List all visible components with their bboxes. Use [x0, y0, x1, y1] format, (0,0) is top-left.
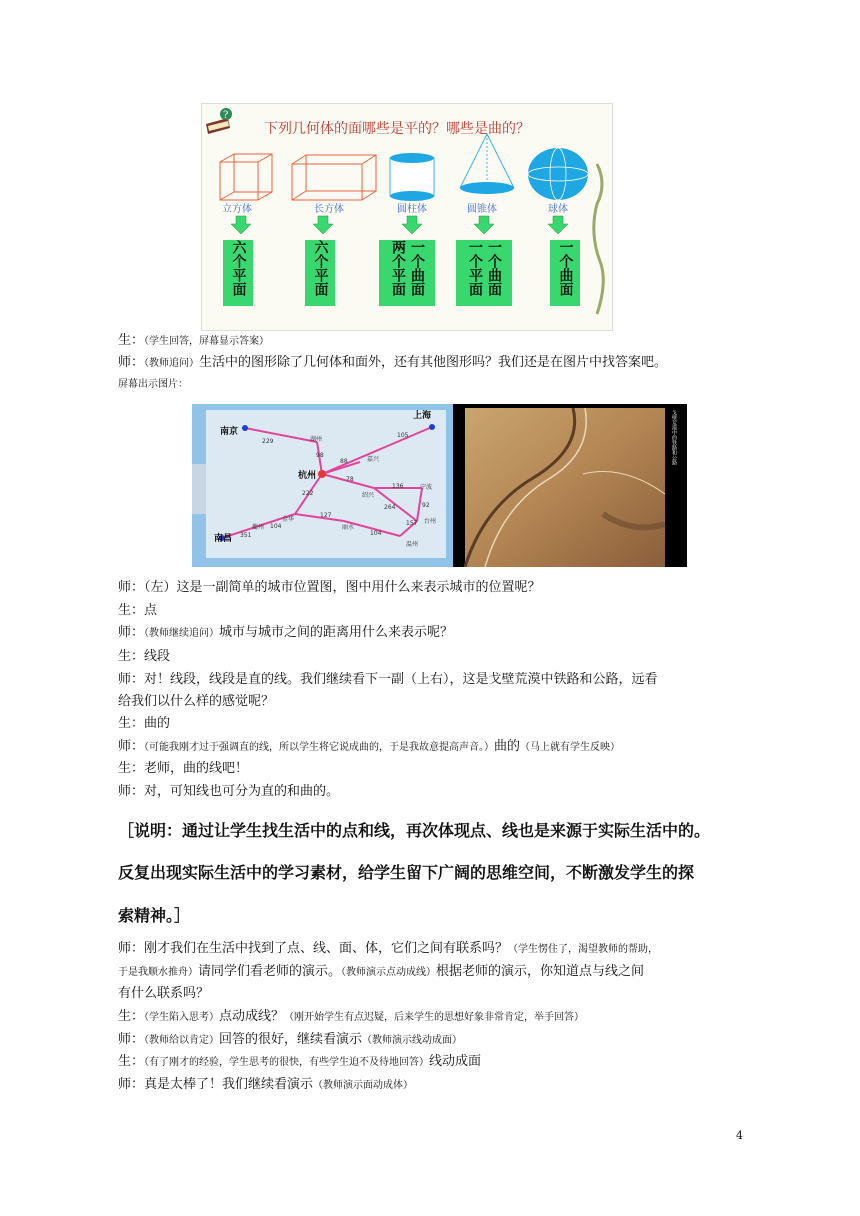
svg-text:?: ? [223, 110, 229, 121]
town-label: 湖州 [310, 436, 323, 443]
dialogue-line: 师：（教师给以肯定）回答的很好，继续看演示（教师演示线动成面） [118, 1032, 463, 1047]
city-map-figure [192, 404, 453, 567]
geometry-shapes-figure [201, 103, 613, 331]
city-label: 南昌 [214, 534, 233, 544]
dialogue-line: 生：（有了刚才的经验，学生思考的很快，有些学生迫不及待地回答）线动成面 [118, 1054, 482, 1069]
distance-label: 104 [270, 523, 282, 530]
distance-label: 127 [320, 512, 332, 519]
distance-label: 92 [422, 502, 430, 509]
distance-label: 264 [384, 504, 396, 511]
dialogue-line: 师：对！线段，线段是直的线。我们继续看下一副（上右），这是戈壁荒漠中铁路和公路，远看 [118, 672, 658, 687]
town-label: 金华 [282, 516, 295, 523]
dialogue-line: 给我们以什么样的感觉呢？ [118, 694, 275, 709]
cube-shape [220, 154, 272, 200]
sphere-shape [528, 148, 588, 200]
town-label: 宁波 [420, 484, 433, 491]
cuboid-shape [292, 155, 376, 200]
desert-drawing [453, 404, 687, 567]
distance-label: 88 [340, 458, 348, 465]
city-label: 上海 [413, 411, 432, 421]
dialogue-line: 生：曲的 [118, 716, 171, 731]
town-label: 丽水 [342, 524, 355, 531]
page-number: 4 [736, 1129, 743, 1142]
answer-text: 六个平面 [312, 240, 329, 296]
dialogue-line: 有什么联系吗？ [118, 986, 210, 1001]
desert-photo [453, 404, 687, 567]
explanation-line: 索精神。］ [118, 906, 191, 925]
cube-answer [223, 240, 253, 306]
answer-text: 两个平面 [390, 240, 406, 296]
answer-text: 一个曲面 [557, 240, 574, 296]
distance-label: 157 [406, 520, 418, 527]
distance-label: 104 [370, 530, 382, 537]
dialogue-line: 师：（教师继续追问）城市与城市之间的距离用什么来表示呢？ [118, 625, 454, 640]
distance-label: 78 [346, 476, 354, 483]
photo-caption: 戈壁荒漠中的铁路和公路 [671, 410, 677, 465]
dialogue-line: 生：老师，曲的线吧！ [118, 761, 249, 776]
sphere-label: 球体 [548, 204, 568, 215]
cylinder-label: 圆柱体 [397, 204, 427, 215]
cuboid-answer [305, 240, 335, 306]
dialogue-line: 师：真是太棒了！我们继续看演示（教师演示面动成体） [118, 1077, 414, 1092]
dialogue-line: 生：（学生回答，屏幕显示答案） [118, 333, 270, 348]
cube-label: 立方体 [222, 204, 252, 215]
dialogue-line: 师：（教师追问）生活中的图形除了几何体和面外，还有其他图形吗？我们还是在图片中找答案吧。 [118, 355, 668, 370]
figure-title: 下列几何体的面哪些是平的？哪些是曲的？ [264, 121, 530, 137]
cylinder-answer [379, 240, 435, 306]
town-label: 衢州 [252, 524, 265, 531]
city-label: 南京 [220, 427, 239, 437]
cone-label: 圆锥体 [467, 204, 497, 215]
answer-text: 一个平面 [467, 240, 483, 296]
answer-text: 一个曲面 [486, 240, 502, 296]
distance-label: 222 [302, 490, 314, 497]
dialogue-line: 生：（学生陷入思考）点动成线？（刚开始学生有点迟疑，后来学生的思想好象非常肯定，举手回答） [118, 1009, 585, 1024]
dialogue-line: 师：对，可知线也可分为直的和曲的。 [118, 784, 340, 799]
answer-text: 一个曲面 [409, 240, 425, 296]
town-label: 温州 [406, 541, 419, 548]
dialogue-line: 屏幕出示图片： [118, 379, 188, 390]
distance-label: 351 [240, 532, 252, 539]
dialogue-line: 师：（左）这是一副简单的城市位置图，图中用什么来表示城市的位置呢？ [118, 580, 541, 595]
book-icon [206, 108, 232, 134]
dialogue-line: 师：（可能我刚才过于强调直的线，所以学生将它说成曲的，于是我故意提高声音。）曲的（马上就有学生反映） [118, 739, 621, 754]
distance-label: 229 [262, 438, 274, 445]
dialogue-line: 生：线段 [118, 649, 171, 664]
city-label: 杭州 [298, 471, 317, 481]
explanation-line: 反复出现实际生活中的学习素材，给学生留下广阔的思维空间，不断激发学生的探 [118, 863, 695, 882]
distance-label: 105 [397, 432, 409, 439]
distance-label: 136 [392, 483, 404, 490]
town-label: 绍兴 [362, 492, 375, 499]
dialogue-line: 师：刚才我们在生活中找到了点、线、面、体，它们之间有联系吗？（学生愣住了，渴望教师的帮助， [118, 941, 659, 956]
cylinder-shape [390, 153, 434, 201]
answer-text: 六个平面 [230, 240, 247, 296]
dialogue-line: 于是我顺水推舟）请同学们看老师的演示。（教师演示点动成线）根据老师的演示，你知道点与线之间 [118, 964, 645, 979]
town-label: 嘉兴 [367, 456, 380, 463]
cuboid-label: 长方体 [314, 204, 344, 215]
cone-answer [456, 240, 512, 306]
sphere-answer [550, 240, 580, 306]
explanation-line: ［说明：通过让学生找生活中的点和线，再次体现点、线也是来源于实际生活中的。 [118, 821, 711, 840]
arrows [231, 216, 568, 234]
distance-label: 98 [316, 452, 324, 459]
cone-shape [460, 134, 514, 194]
dialogue-line: 生：点 [118, 603, 158, 618]
town-label: 台州 [424, 518, 437, 525]
